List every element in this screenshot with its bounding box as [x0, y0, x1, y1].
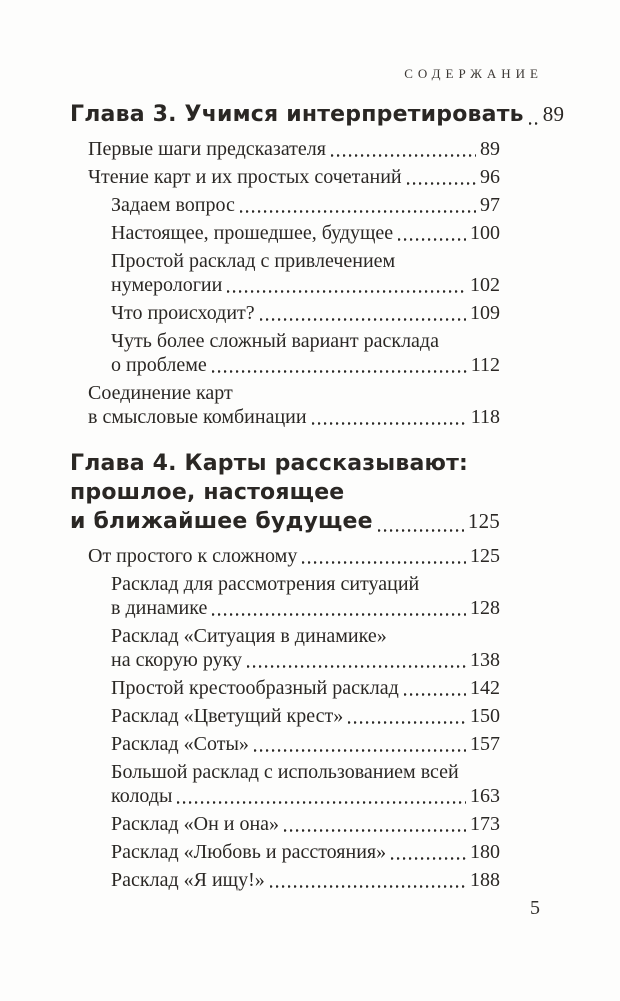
- toc-entry-text: Расклад «Цветущий крест»: [111, 705, 344, 727]
- toc-entry-line: [111, 840, 500, 864]
- chapter-block: [70, 100, 565, 429]
- page-ref: 125: [467, 509, 500, 533]
- toc-entry: [111, 812, 500, 836]
- toc-entry-text: о проблеме: [111, 354, 207, 376]
- toc-entry-line: [111, 249, 500, 273]
- toc-entry-text: Расклад для рассмотрения ситуаций: [111, 573, 420, 595]
- toc-entry: [88, 137, 500, 161]
- chapter-heading-text: прошлое, настоящее: [70, 480, 345, 505]
- toc-entry-line: [111, 760, 500, 784]
- page-ref: 173: [470, 813, 500, 835]
- page-ref: 128: [470, 597, 500, 619]
- toc-entry: [111, 704, 500, 728]
- toc-entry-text: Первые шаги предсказателя: [88, 138, 326, 160]
- chapter-heading-text: и ближайшее будущее: [70, 509, 373, 534]
- dot-leader: [284, 829, 466, 832]
- chapter-heading-text: Глава 4. Карты рассказывают:: [70, 451, 469, 476]
- toc-entry-line: [111, 676, 500, 700]
- dot-leader: [529, 122, 539, 125]
- toc-entry: [111, 572, 500, 620]
- dot-leader: [260, 318, 466, 321]
- chapter-heading-line: [70, 449, 500, 478]
- toc-entry-text: Расклад «Любовь и расстояния»: [111, 841, 387, 863]
- toc-entry-line: [111, 221, 500, 245]
- toc-entry-text: Что происходит?: [111, 302, 255, 324]
- toc-entry-line: [111, 572, 500, 596]
- toc-entry-text: Простой крестообразный расклад: [111, 677, 399, 699]
- toc-entry: [111, 249, 500, 297]
- page-ref: 142: [470, 677, 500, 699]
- toc-entry-line: [88, 381, 500, 405]
- toc-entry-text: в динамике: [111, 597, 208, 619]
- dot-leader: [247, 665, 466, 668]
- toc-entry-line: [111, 732, 500, 756]
- toc-entry-line: [88, 165, 500, 189]
- toc-entry-text: Соединение карт: [88, 382, 233, 404]
- dot-leader: [177, 801, 466, 804]
- toc-entry-text: колоды: [111, 785, 173, 807]
- dot-leader: [254, 749, 466, 752]
- toc-entry-line: [111, 704, 500, 728]
- toc-entry-text: нумерологии: [111, 274, 223, 296]
- toc-entry: [111, 868, 500, 892]
- toc-entry-text: Задаем вопрос: [111, 194, 235, 216]
- toc-entry: [88, 165, 500, 189]
- toc-entry: [111, 193, 500, 217]
- toc-entry-text: Большой расклад с использованием всей: [111, 761, 459, 783]
- page-ref: 100: [470, 222, 500, 244]
- page-ref: 138: [470, 649, 500, 671]
- toc-entry: [111, 301, 500, 325]
- toc-entry-text: Чтение карт и их простых сочетаний: [88, 166, 402, 188]
- dot-leader: [302, 561, 466, 564]
- toc-entry: [111, 624, 500, 672]
- toc-entry: [111, 329, 500, 377]
- toc-entry: [111, 840, 500, 864]
- dot-leader: [227, 290, 466, 293]
- dot-leader: [270, 885, 466, 888]
- toc-entry: [88, 381, 500, 429]
- toc-entry: [111, 732, 500, 756]
- toc-entry-text: Расклад «Он и она»: [111, 813, 280, 835]
- toc-entry-text: на скорую руку: [111, 649, 243, 671]
- toc-entry-line: [111, 784, 500, 808]
- chapter-heading-line: [70, 507, 500, 536]
- chapter-heading-line: [70, 478, 500, 507]
- toc-entry-line: [88, 137, 500, 161]
- page-ref: 150: [470, 705, 500, 727]
- toc-entry-line: [88, 544, 500, 568]
- dot-leader: [348, 721, 466, 724]
- toc-entry-line: [111, 868, 500, 892]
- page-ref: 125: [470, 545, 500, 567]
- toc-entry-line: [111, 353, 500, 377]
- page-ref: 102: [470, 274, 500, 296]
- toc-entry-text: Расклад «Соты»: [111, 733, 249, 755]
- page-ref: 109: [470, 302, 500, 324]
- toc-entry-line: [111, 301, 500, 325]
- toc-entry-text: Расклад «Я ищу!»: [111, 869, 265, 891]
- toc-entry-line: [111, 648, 500, 672]
- page-ref: 188: [470, 869, 500, 891]
- chapter-heading: [70, 100, 565, 129]
- toc-entry: [111, 676, 500, 700]
- toc-entry-line: [111, 812, 500, 836]
- toc-entry: [111, 221, 500, 245]
- page-ref: 163: [470, 785, 500, 807]
- toc-entry-text: в смысловые комбинации: [88, 406, 307, 428]
- running-head: СОДЕРЖАНИЕ: [404, 66, 543, 81]
- toc-entry-text: Простой расклад с привлечением: [111, 250, 396, 272]
- dot-leader: [404, 693, 466, 696]
- dot-leader: [407, 182, 476, 185]
- chapter-heading: [70, 449, 500, 536]
- toc-entry-line: [88, 405, 500, 429]
- toc-entry-line: [111, 596, 500, 620]
- dot-leader: [212, 370, 467, 373]
- toc-entry-text: Расклад «Ситуация в динамике»: [111, 625, 387, 647]
- toc-entry-line: [111, 193, 500, 217]
- page-ref: 180: [470, 841, 500, 863]
- page-ref: 97: [480, 194, 500, 216]
- toc-entry-line: [111, 624, 500, 648]
- dot-leader: [312, 422, 467, 425]
- page-ref: 96: [480, 166, 500, 188]
- page-ref: 157: [470, 733, 500, 755]
- page-ref: 89: [542, 102, 565, 126]
- toc-entry: [111, 760, 500, 808]
- toc-entry-line: [111, 329, 500, 353]
- dot-leader: [240, 210, 476, 213]
- page-ref: 118: [470, 406, 500, 428]
- toc-entry-text: Чуть более сложный вариант расклада: [111, 330, 439, 352]
- toc-entry-line: [111, 273, 500, 297]
- dot-leader: [378, 529, 464, 532]
- dot-leader: [331, 154, 476, 157]
- dot-leader: [391, 857, 466, 860]
- chapter-heading-text: Глава 3. Учимся интерпретировать: [70, 102, 524, 127]
- toc-list: [70, 100, 565, 892]
- dot-leader: [398, 238, 466, 241]
- page-ref: 89: [480, 138, 500, 160]
- chapter-block: [70, 449, 500, 892]
- chapter-heading-line: [70, 100, 565, 129]
- toc-entry-text: От простого к сложному: [88, 545, 298, 567]
- toc-entry: [88, 544, 500, 568]
- dot-leader: [212, 613, 466, 616]
- page-ref: 112: [470, 354, 500, 376]
- folio-page-number: 5: [530, 897, 540, 919]
- toc-entry-text: Настоящее, прошедшее, будущее: [111, 222, 394, 244]
